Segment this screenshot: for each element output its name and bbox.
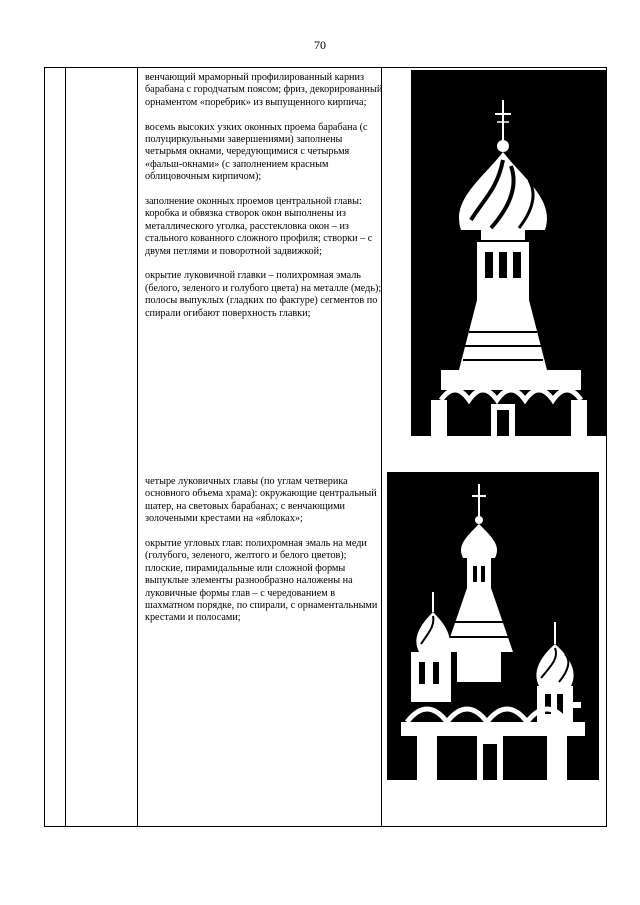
description-paragraph: четыре луковичных главы (по углам четверика основного объема храма): окружающие центральный шатер, на световых барабанах; с венчающими золочеными крестами на «яблоках»; bbox=[145, 476, 377, 525]
corner-domes-photo bbox=[387, 472, 599, 780]
central-dome-image bbox=[411, 70, 607, 436]
description-section-1 bbox=[145, 72, 385, 332]
document-table bbox=[44, 67, 607, 827]
description-paragraph: окрытие угловых глав: полихромная эмаль на меди (голубого, зеленого, желтого и белого цветов); плоские, пирамидальные или сложной формы выпуклые элементы разнообразно наложены на луковичные формы глав – с чередованием в шахматном порядке, по спирали, с орнаментальными крестами и полосами; bbox=[145, 538, 378, 624]
description-section-2 bbox=[145, 476, 385, 637]
page-number: 70 bbox=[314, 38, 326, 52]
corner-domes-image bbox=[387, 472, 599, 780]
column-divider bbox=[65, 68, 66, 826]
description-paragraph: восемь высоких узких оконных проема барабана (с полуциркульными завершениями) заполнены четырьмя окнами, чередующимися с четырьмя «фальш-окнами» (с заполнением красным облицовочным кирпичом); bbox=[145, 121, 368, 183]
description-paragraph: окрытие луковичной главки – полихромная эмаль (белого, зеленого и голубого цвета) на металле (медь); полосы выпуклых (гладких по фактуре) сегментов по спирали огибают поверхность главки; bbox=[145, 270, 382, 319]
column-divider bbox=[137, 68, 138, 826]
description-paragraph: заполнение оконных проемов центральной главы: коробка и обвязка створок окон выполнены из металлического уголка, расстекловка окон – из стального кованного сложного профиля; створки – с двумя петлями и поворотной задвижкой; bbox=[145, 196, 373, 257]
central-dome-photo bbox=[411, 70, 607, 436]
description-paragraph: венчающий мраморный профилированный карниз барабана с городчатым поясом; фриз, декорированный орнаментом «поребрик» из выпущенного кирпича; bbox=[145, 72, 383, 108]
